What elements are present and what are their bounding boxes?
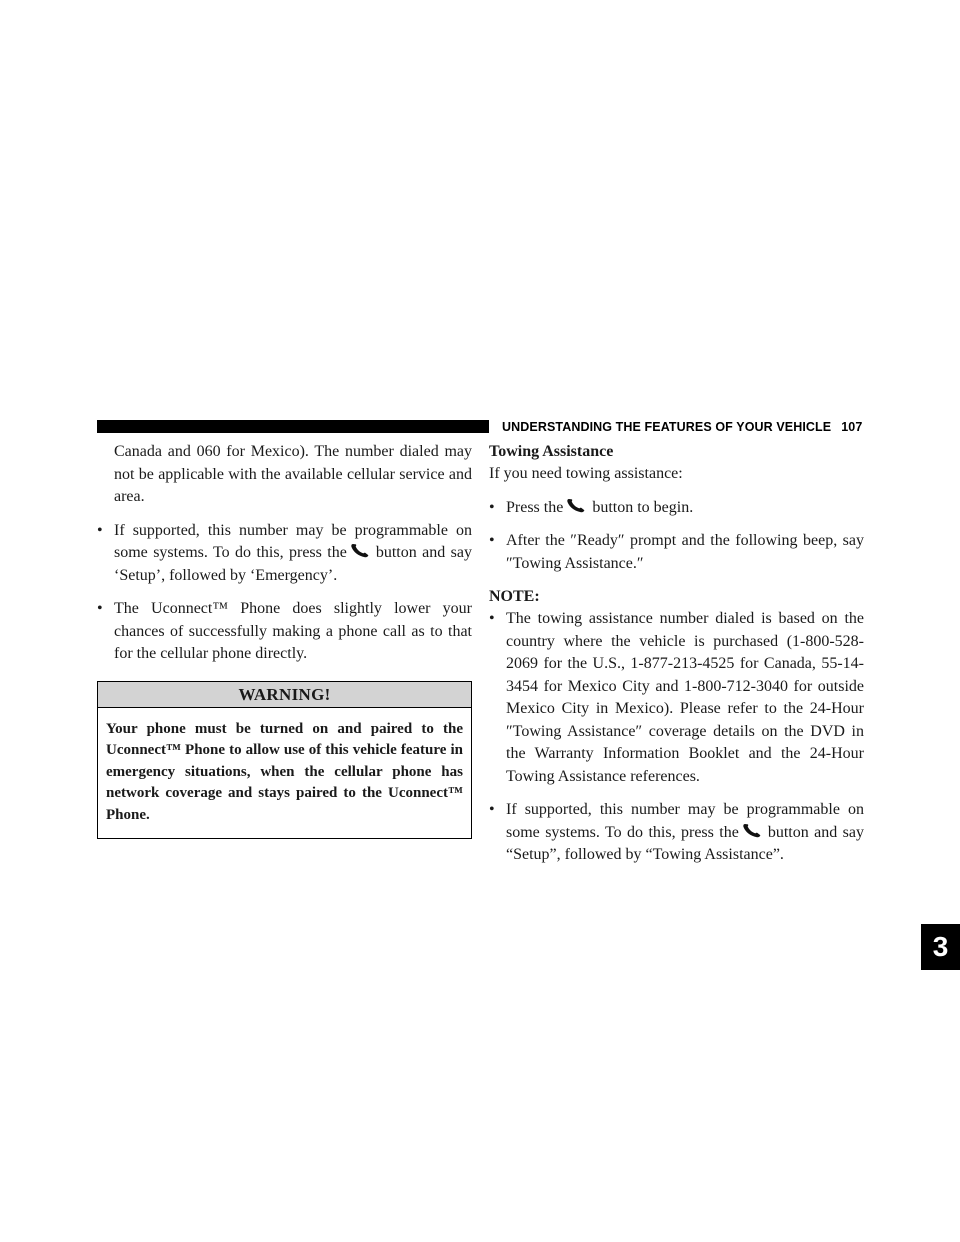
running-header (502, 418, 862, 436)
list-item: • The towing assistance number dialed is based on the country where the vehicle is purchased (1-800-528-2069 for the U.S., 1-877-213-4525 for Canada, 55-14-3454 for Mexico City and 1-800-712-3040 for outside Mexico City in Mexico). Please refer to the 24-Hour ″Towing Assistance″ coverage details on the DVD in the Warranty Information Booklet and the 24-Hour Towing Assistance references. (489, 610, 864, 785)
intro-paragraph: If you need towing assistance: (489, 465, 683, 482)
bullet-mark: • (97, 521, 103, 539)
list-item: • If supported, this number may be programmable on some systems. To do this, press the button and say ‘Setup’, followed by ‘Emergency’. (97, 521, 472, 584)
warning-box (97, 681, 472, 840)
page-number: 107 (841, 420, 863, 434)
left-column (97, 441, 472, 839)
phone-handset-icon (566, 498, 586, 513)
bullet-mark: • (489, 498, 495, 516)
bullet-mark: • (489, 610, 495, 627)
right-column (489, 441, 864, 867)
note-label: NOTE: (489, 588, 540, 605)
header-rule (97, 420, 489, 433)
warning-text: Your phone must be turned on and paired to the Uconnect™ Phone to allow use of this vehicle feature in emergency situations, when the cellular phone has network coverage and stays paired to the Uconnect™ Phone. (106, 720, 463, 823)
bullet-mark: • (489, 532, 495, 549)
section-title: UNDERSTANDING THE FEATURES OF YOUR VEHICLE (502, 420, 832, 434)
continued-paragraph: Canada and 060 for Mexico). The number dialed may not be applicable with the available cellular service and area. (114, 443, 472, 505)
list-item: • Press the button to begin. (489, 497, 864, 520)
list-item: • If supported, this number may be programmable on some systems. To do this, press the button and say “Setup”, followed by “Towing Assistance”. (489, 801, 864, 863)
list-item: • After the ″Ready″ prompt and the following beep, say ″Towing Assistance.″ (489, 532, 864, 572)
bullet-mark: • (489, 801, 495, 818)
phone-handset-icon (742, 823, 762, 838)
chapter-tab: 3 (921, 924, 960, 970)
section-heading: Towing Assistance (489, 443, 614, 460)
phone-handset-icon (350, 543, 370, 558)
list-item: • The Uconnect™ Phone does slightly lower your chances of successfully making a phone call as to that for the cellular phone directly. (97, 600, 472, 662)
warning-title: WARNING! (98, 682, 471, 708)
bullet-mark: • (97, 600, 103, 617)
